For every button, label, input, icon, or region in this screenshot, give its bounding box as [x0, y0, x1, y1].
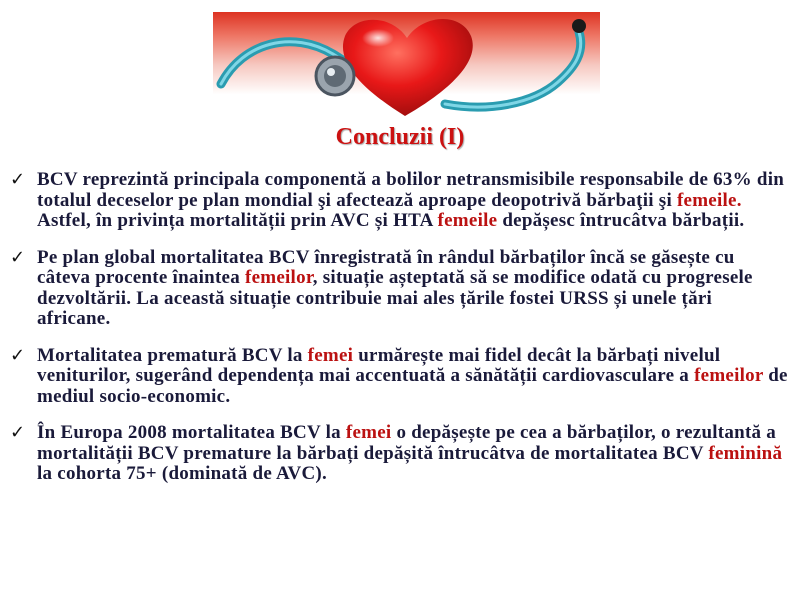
heart-stethoscope-icon: [213, 12, 600, 122]
highlighted-text: femeilor: [245, 267, 313, 288]
slide-title: Concluzii (I): [335, 124, 465, 150]
checkmark-icon: ✓: [10, 344, 26, 366]
bullet-text: o depășește pe cea a bărbaților, o rezultantă a mortalității BCV premature la bărbați depășită întrucâtva de mortalitatea BCV: [37, 422, 777, 464]
bullet-item: [10, 346, 788, 408]
bullet-text: Pe plan global mortalitatea BCV înregistrată în rândul bărbaților încă se găsește cu câteva procente înaintea: [37, 246, 735, 288]
bullet-item: [10, 423, 788, 485]
bullet-text: de mediul socio-economic.: [37, 365, 788, 407]
highlighted-text: feminină: [708, 442, 783, 464]
bullet-text: În Europa 2008 mortalitatea BCV la: [37, 422, 346, 443]
checkmark-icon: ✓: [10, 246, 26, 268]
bullet-text: BCV reprezintă principala componentă a bolilor netransmisibile responsabile de 63% din totalul deceselor pe plan mondial şi afectează aproape deopotrivă bărbaţii şi: [37, 169, 785, 211]
bullet-text: , situație așteptată să se modifice odată cu progresele dezvoltării. La această situație contribuie mai ales țările fostei URSS și unele țări africane.: [37, 267, 753, 329]
highlighted-text: femeile: [437, 210, 498, 231]
bullet-text: la cohorta 75+ (dominată de AVC).: [37, 463, 328, 484]
highlighted-text: femei: [345, 422, 392, 443]
checkmark-icon: ✓: [10, 422, 26, 443]
highlighted-text: femei: [307, 344, 354, 366]
bullet-list: [10, 170, 788, 501]
highlighted-text: femeilor: [694, 365, 764, 386]
bullet-text: urmărește mai fidel decât la bărbați nivelul veniturilor, sugerând dependența mai accentuată a sănătății cardiovasculare a: [37, 344, 721, 386]
highlighted-text: femeile.: [676, 189, 742, 211]
bullet-text: Mortalitatea prematură BCV la: [37, 344, 308, 366]
checkmark-icon: ✓: [10, 169, 26, 190]
bullet-item: [10, 170, 788, 232]
bullet-item: [10, 248, 788, 330]
heart-stethoscope-banner: [213, 12, 600, 122]
bullet-text: Astfel, în privința mortalității prin AVC și HTA: [37, 210, 438, 231]
bullet-text: depășesc întrucâtva bărbații.: [497, 210, 745, 231]
